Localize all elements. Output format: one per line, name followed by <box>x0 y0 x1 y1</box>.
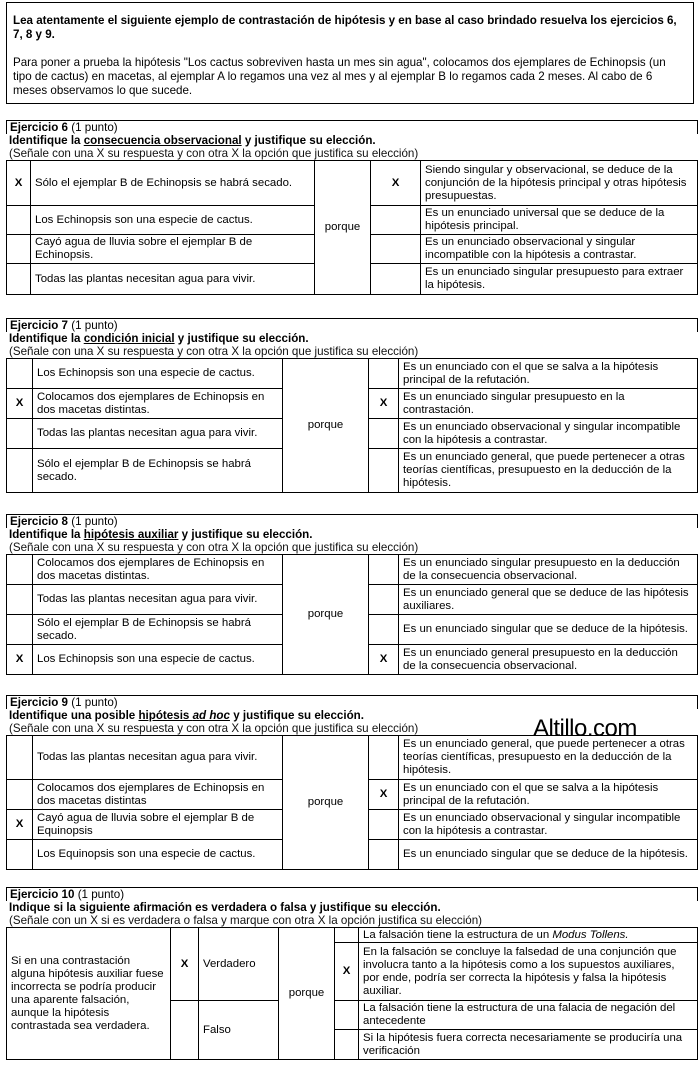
justification-mark[interactable]: X <box>369 780 399 810</box>
justification-mark[interactable] <box>369 555 399 585</box>
exercise-instruction: Identifique la hipótesis auxiliar y justifique su elección. <box>9 528 313 541</box>
answer-option[interactable]: Cayó agua de lluvia sobre el ejemplar B de Echinopsis. <box>31 235 315 264</box>
justification-option[interactable]: Es un enunciado general, que puede pertenecer a otras teorías científicas, presupuesto en la deducción de la hipótesis. <box>399 449 698 493</box>
justification-mark[interactable]: X <box>335 943 359 1001</box>
justification-mark[interactable] <box>335 1001 359 1030</box>
justification-option[interactable]: Es un enunciado singular que se deduce de la hipótesis. <box>399 840 698 870</box>
exercise-instruction: Identifique una posible hipótesis ad hoc y justifique su elección. <box>9 709 364 722</box>
exercise-6 <box>6 120 698 295</box>
answer-mark[interactable]: X <box>7 645 33 675</box>
answer-option[interactable]: Todas las plantas necesitan agua para vivir. <box>33 736 283 780</box>
answer-mark[interactable] <box>7 206 31 235</box>
exercise-title: Ejercicio 10 (1 punto) <box>6 887 698 901</box>
justification-mark[interactable] <box>369 736 399 780</box>
justification-option[interactable]: Es un enunciado observacional y singular incompatible con la hipótesis a contrastar. <box>421 235 698 264</box>
justification-mark[interactable] <box>369 840 399 870</box>
justification-option[interactable]: Es un enunciado singular presupuesto en la deducción de la consecuencia observacional. <box>399 555 698 585</box>
answer-mark[interactable] <box>7 736 33 780</box>
justification-option[interactable]: Es un enunciado universal que se deduce de la hipótesis principal. <box>421 206 698 235</box>
exercise-instruction: Identifique la condición inicial y justifique su elección. <box>9 332 309 345</box>
justification-mark[interactable] <box>371 264 421 295</box>
justification-mark[interactable] <box>371 235 421 264</box>
answer-option[interactable]: Todas las plantas necesitan agua para vivir. <box>33 585 283 615</box>
answer-mark[interactable]: X <box>7 810 33 840</box>
falso-option[interactable]: Falso <box>199 1001 279 1060</box>
justification-option[interactable]: Es un enunciado con el que se salva a la hipótesis principal de la refutación. <box>399 780 698 810</box>
justification-option[interactable]: En la falsación se concluye la falsedad de una conjunción que involucra tanto a la hipótesis como a los supuestos auxiliares, por ende, podría ser correcta la hipótesis y falsa la hipótesis auxiliar. <box>359 943 698 1001</box>
answer-option[interactable]: Sólo el ejemplar B de Echinopsis se habrá secado. <box>33 449 283 493</box>
exercise-instruction: Indique si la siguiente afirmación es verdadera o falsa y justifique su elección. <box>9 901 441 914</box>
exercise-note: (Señale con un X si es verdadera o falsa y marque con otra X la opción justifica su elección) <box>9 914 483 927</box>
justification-mark[interactable] <box>369 615 399 645</box>
answer-mark[interactable] <box>7 359 33 389</box>
answer-mark[interactable]: X <box>7 389 33 419</box>
porque-label: porque <box>279 928 335 1060</box>
justification-option[interactable]: Siendo singular y observacional, se deduce de la conjunción de la hipótesis principal y otras hipótesis presupuestas. <box>421 161 698 206</box>
answer-option[interactable]: Los Echinopsis son una especie de cactus. <box>33 359 283 389</box>
answer-mark[interactable]: X <box>7 161 31 206</box>
justification-option[interactable]: La falsación tiene la estructura de un Modus Tollens. <box>359 928 698 943</box>
answer-option[interactable]: Colocamos dos ejemplares de Echinopsis en dos macetas distintas. <box>33 389 283 419</box>
exercise-note: (Señale con una X su respuesta y con otra X la opción que justifica su elección) <box>9 541 419 554</box>
justification-option[interactable]: Es un enunciado general que se deduce de las hipótesis auxiliares. <box>399 585 698 615</box>
answer-mark[interactable] <box>7 449 33 493</box>
answer-option[interactable]: Todas las plantas necesitan agua para vivir. <box>33 419 283 449</box>
answer-table <box>6 735 698 870</box>
exercise-title: Ejercicio 8 (1 punto) <box>6 514 698 528</box>
exercise-title: Ejercicio 7 (1 punto) <box>6 318 698 332</box>
answer-option[interactable]: Colocamos dos ejemplares de Echinopsis en dos macetas distintas <box>33 780 283 810</box>
exercise-note: (Señale con una X su respuesta y con otra X la opción que justifica su elección) <box>9 147 419 160</box>
answer-mark[interactable] <box>7 555 33 585</box>
answer-mark[interactable] <box>7 235 31 264</box>
answer-option[interactable]: Los Equinopsis son una especie de cactus. <box>33 840 283 870</box>
justification-mark[interactable] <box>369 359 399 389</box>
intro-heading: Lea atentamente el siguiente ejemplo de contrastación de hipótesis y en base al caso brindado resuelva los ejercicios 6, 7, 8 y 9. <box>13 14 677 41</box>
justification-mark[interactable]: X <box>371 161 421 206</box>
justification-option[interactable]: Es un enunciado singular que se deduce de la hipótesis. <box>399 615 698 645</box>
answer-option[interactable]: Sólo el ejemplar B de Echinopsis se habrá secado. <box>33 615 283 645</box>
exercise-note: (Señale con una X su respuesta y con otra X la opción que justifica su elección) <box>9 345 419 358</box>
answer-option[interactable]: Los Echinopsis son una especie de cactus. <box>33 645 283 675</box>
justification-option[interactable]: Es un enunciado singular presupuesto en la contrastación. <box>399 389 698 419</box>
justification-option[interactable]: Es un enunciado general, que puede pertenecer a otras teorías científicas, presupuesto en la deducción de la hipótesis. <box>399 736 698 780</box>
falso-mark[interactable] <box>171 1001 199 1060</box>
justification-mark[interactable] <box>335 928 359 943</box>
answer-option[interactable]: Todas las plantas necesitan agua para vivir. <box>31 264 315 295</box>
justification-option[interactable]: Es un enunciado con el que se salva a la hipótesis principal de la refutación. <box>399 359 698 389</box>
answer-mark[interactable] <box>7 264 31 295</box>
exercise-title: Ejercicio 9 (1 punto) <box>6 695 698 709</box>
answer-option[interactable]: Los Echinopsis son una especie de cactus. <box>31 206 315 235</box>
porque-label: porque <box>283 359 369 493</box>
justification-mark[interactable] <box>369 810 399 840</box>
answer-table <box>6 927 698 1060</box>
answer-option[interactable]: Colocamos dos ejemplares de Echinopsis en dos macetas distintas. <box>33 555 283 585</box>
justification-mark[interactable]: X <box>369 389 399 419</box>
exercise-title: Ejercicio 6 (1 punto) <box>6 120 698 134</box>
answer-mark[interactable] <box>7 780 33 810</box>
statement-text: Si en una contrastación alguna hipótesis auxiliar fuese incorrecta se podría producir una aparente falsación, aunque la hipótesis contrastada sea verdadera. <box>7 928 171 1060</box>
exercise-10 <box>6 887 698 1060</box>
justification-mark[interactable] <box>369 449 399 493</box>
answer-option[interactable]: Sólo el ejemplar B de Echinopsis se habrá secado. <box>31 161 315 206</box>
justification-option[interactable]: Es un enunciado observacional y singular incompatible con la hipótesis a contrastar. <box>399 419 698 449</box>
intro-body: Para poner a prueba la hipótesis "Los cactus sobreviven hasta un mes sin agua", colocamos dos ejemplares de Echinopsis (un tipo de cactus) en macetas, al ejemplar A lo regamos una vez al mes y al ejemplar B lo regamos cada 2 meses. Al cabo de 6 meses observamos lo que sucede. <box>13 56 666 97</box>
justification-option[interactable]: Es un enunciado singular presupuesto para extraer la hipótesis. <box>421 264 698 295</box>
justification-option[interactable]: Si la hipótesis fuera correcta necesariamente se produciría una verificación <box>359 1030 698 1060</box>
answer-mark[interactable] <box>7 615 33 645</box>
porque-label: porque <box>283 736 369 870</box>
answer-mark[interactable] <box>7 840 33 870</box>
verdadero-mark[interactable]: X <box>171 928 199 1001</box>
answer-table <box>6 554 698 675</box>
exercise-8 <box>6 514 698 675</box>
verdadero-option[interactable]: Verdadero <box>199 928 279 1001</box>
answer-table <box>6 160 698 295</box>
answer-table <box>6 358 698 493</box>
intro-box <box>6 2 694 104</box>
justification-option[interactable]: Es un enunciado general presupuesto en la deducción de la consecuencia observacional. <box>399 645 698 675</box>
justification-mark[interactable] <box>369 419 399 449</box>
justification-mark[interactable] <box>369 585 399 615</box>
exercise-instruction: Identifique la consecuencia observacional y justifique su elección. <box>9 134 376 147</box>
justification-option[interactable]: Es un enunciado observacional y singular incompatible con la hipótesis a contrastar. <box>399 810 698 840</box>
exercise-7 <box>6 318 698 493</box>
justification-mark[interactable] <box>371 206 421 235</box>
porque-label: porque <box>315 161 371 295</box>
answer-mark[interactable] <box>7 585 33 615</box>
justification-mark[interactable] <box>335 1030 359 1060</box>
justification-mark[interactable]: X <box>369 645 399 675</box>
altillo-watermark: Altillo.com <box>533 715 637 742</box>
answer-mark[interactable] <box>7 419 33 449</box>
porque-label: porque <box>283 555 369 675</box>
exercise-note: (Señale con una X su respuesta y con otra X la opción que justifica su elección) <box>9 722 419 735</box>
justification-option[interactable]: La falsación tiene la estructura de una falacia de negación del antecedente <box>359 1001 698 1030</box>
answer-option[interactable]: Cayó agua de lluvia sobre el ejemplar B de Equinopsis <box>33 810 283 840</box>
